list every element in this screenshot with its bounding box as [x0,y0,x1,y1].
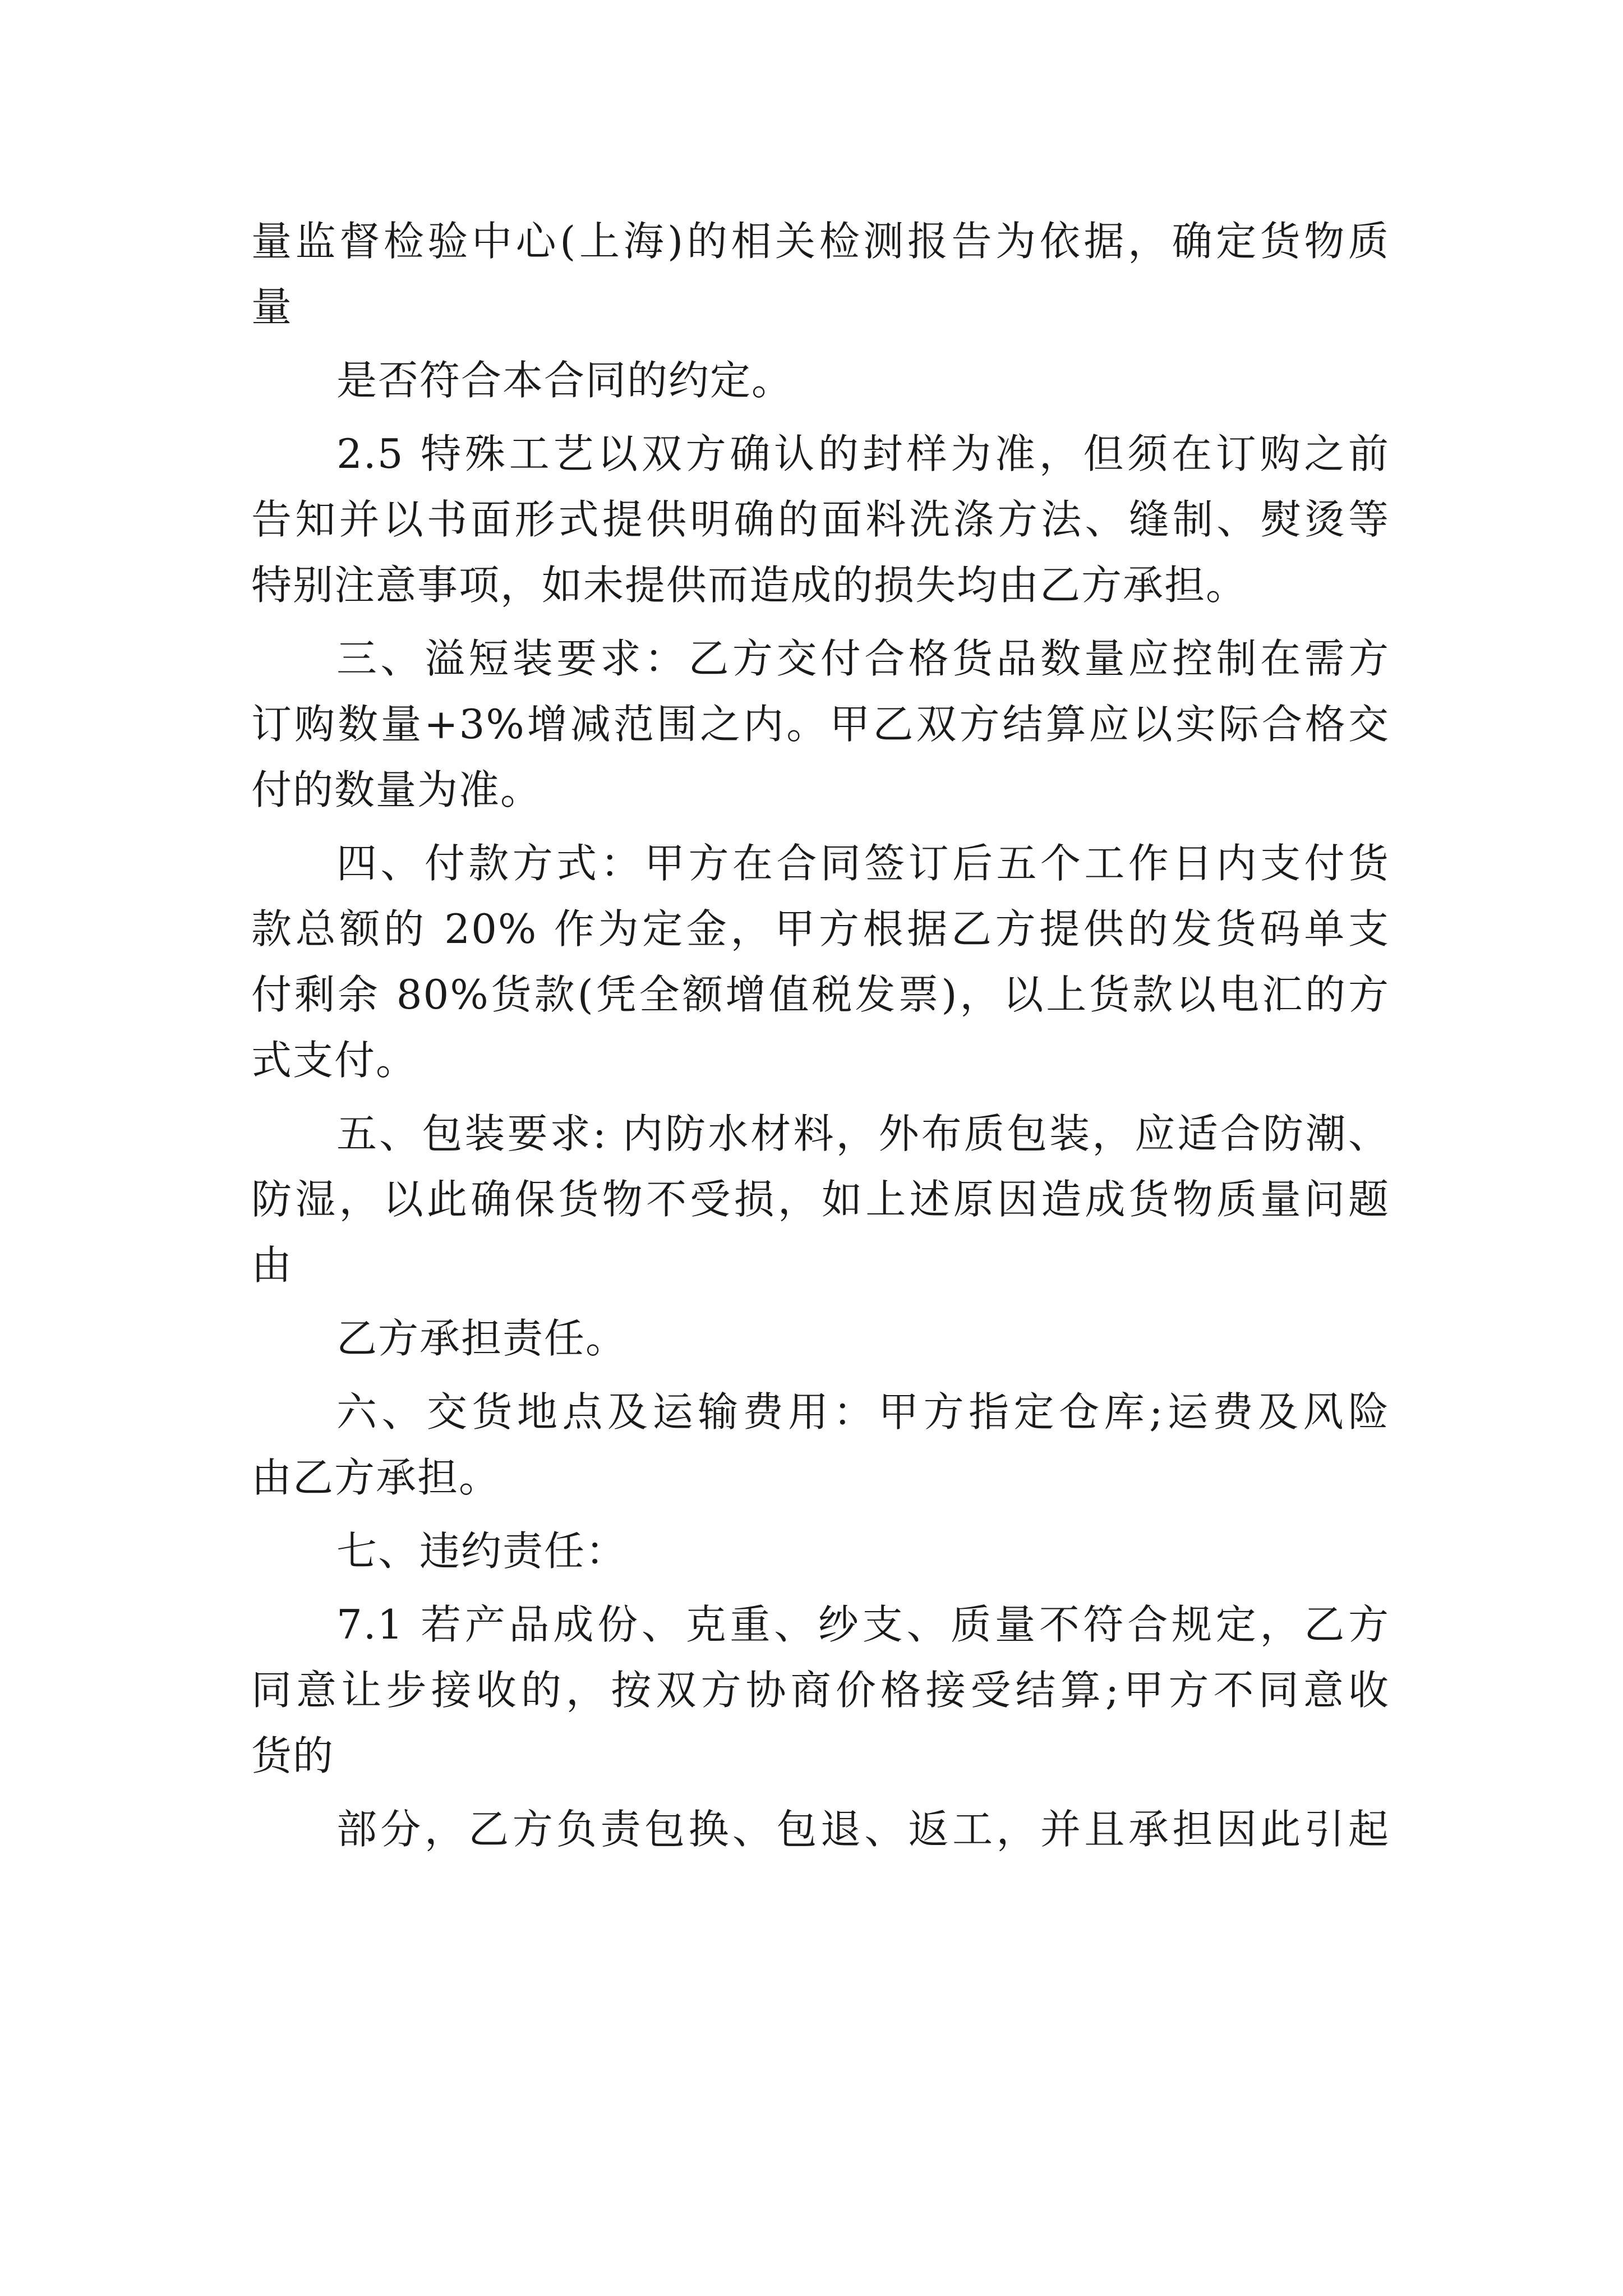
text-line: 六、交货地点及运输费用：甲方指定仓库;运费及风险 [336,1388,1390,1435]
text-line: 式支付。 [251,1037,418,1084]
text-line: 七、违约责任： [336,1527,628,1575]
text-line: 量 [251,283,293,330]
text-line: 由 [251,1241,293,1289]
text-line: 是否符合本合同的约定。 [336,357,794,404]
text-line: 告知并以书面形式提供明确的面料洗涤方法、缝制、熨烫等 [251,496,1390,543]
text-line: 由乙方承担。 [251,1454,501,1501]
text-line: 特别注意事项，如未提供而造成的损失均由乙方承担。 [251,562,1248,609]
text-line: 2.5 特殊工艺以双方确认的封样为准，但须在订购之前 [336,430,1390,477]
contract-text [251,209,1390,1862]
text-line: 7.1 若产品成份、克重、纱支、质量不符合规定，乙方 [336,1601,1390,1648]
text-line: 防湿，以此确保货物不受损，如上述原因造成货物质量问题 [251,1176,1390,1223]
text-line: 货的 [251,1732,335,1779]
text-line: 三、溢短装要求：乙方交付合格货品数量应控制在需方 [336,635,1390,682]
text-line: 量监督检验中心(上海)的相关检测报告为依据，确定货物质 [251,218,1390,265]
text-line: 款总额的 20% 作为定金，甲方根据乙方提供的发货码单支 [251,905,1390,953]
text-line: 乙方承担责任。 [336,1315,628,1362]
text-line: 订购数量+3%增减范围之内。甲乙双方结算应以实际合格交 [251,701,1390,748]
text-line: 付剩余 80%货款(凭全额增值税发票)，以上货款以电汇的方 [251,971,1390,1018]
text-line: 部分，乙方负责包换、包退、返工，并且承担因此引起 [336,1806,1390,1853]
text-line: 五、包装要求: 内防水材料，外布质包装，应适合防潮、 [336,1110,1390,1157]
text-line: 同意让步接收的，按双方协商价格接受结算;甲方不同意收 [251,1667,1390,1714]
text-line: 付的数量为准。 [251,766,542,813]
text-line: 四、付款方式：甲方在合同签订后五个工作日内支付货 [336,840,1390,887]
